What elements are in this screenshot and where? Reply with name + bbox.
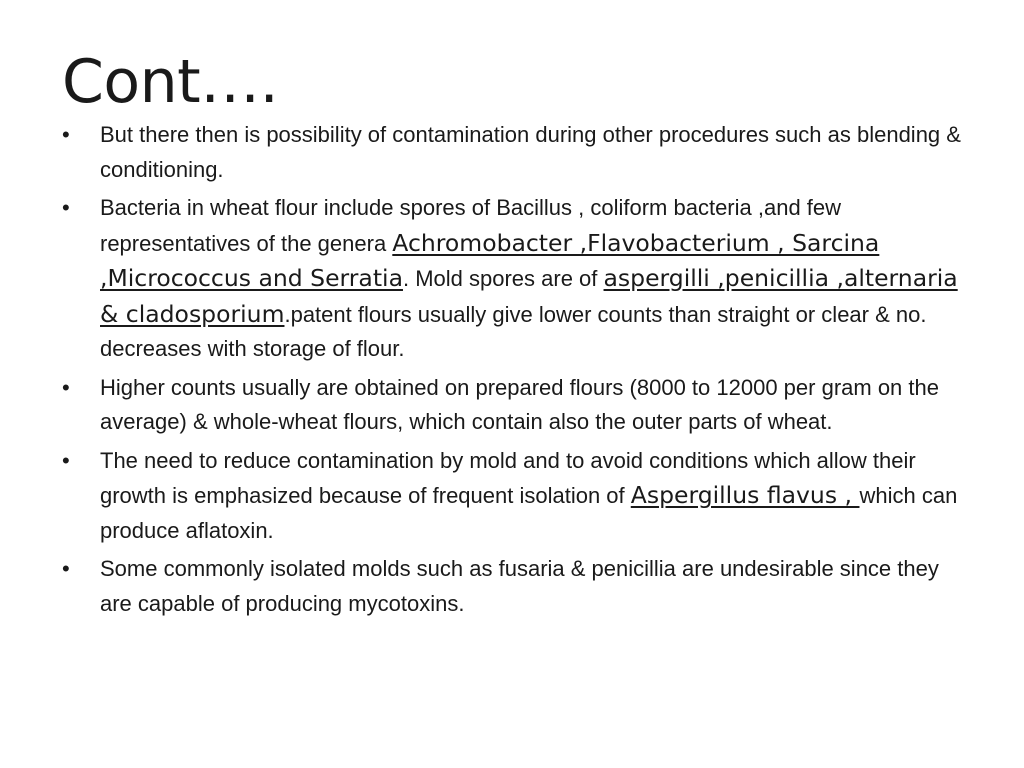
bullet-item-2 [62,191,972,367]
bullet-dot: • [62,374,70,400]
bullet-item-5 [62,552,972,621]
bullet-item-1 [62,118,972,187]
bullet-text: .patent flours usually give lower counts than straight or clear & no. decreases with storage of flour. [100,301,927,361]
bullet-dot: • [62,556,70,581]
bullet-dot: • [62,447,70,473]
mold-genera-link[interactable]: aspergilli ,penicillia ,alternaria & cladosporium [100,264,958,328]
bullet-text: The need to reduce contamination by mold and to avoid conditions which allow their growth is emphasized because of frequent isolation of [100,447,916,508]
bullet-text: But there then is possibility of contamination during other procedures such as blending & conditioning. [100,122,961,182]
bullet-text: Higher counts usually are obtained on prepared flours (8000 to 12000 per gram on the average) & whole-wheat flours, which contain also the outer parts of wheat. [100,374,939,434]
slide-title: Cont…. [62,47,279,117]
bacteria-genera-link[interactable]: Achromobacter ,Flavobacterium , Sarcina ,Micrococcus and Serratia [100,228,880,292]
bullet-list [62,118,972,625]
bullet-item-3 [62,371,972,440]
aspergillus-flavus-link[interactable]: Aspergillus flavus , [630,481,860,509]
bullet-text: Bacteria in wheat flour include spores of Bacillus , coliform bacteria ,and few representatives of the genera [100,195,842,256]
bullet-item-4 [62,444,972,549]
bullet-text: . Mold spores are of [402,266,604,291]
bullet-text: Some commonly isolated molds such as fusaria & penicillia are undesirable since they are capable of producing mycotoxins. [100,556,939,616]
bullet-dot: • [62,195,70,220]
bullet-text: which can produce aflatoxin. [100,483,958,543]
bullet-dot: • [62,122,70,147]
